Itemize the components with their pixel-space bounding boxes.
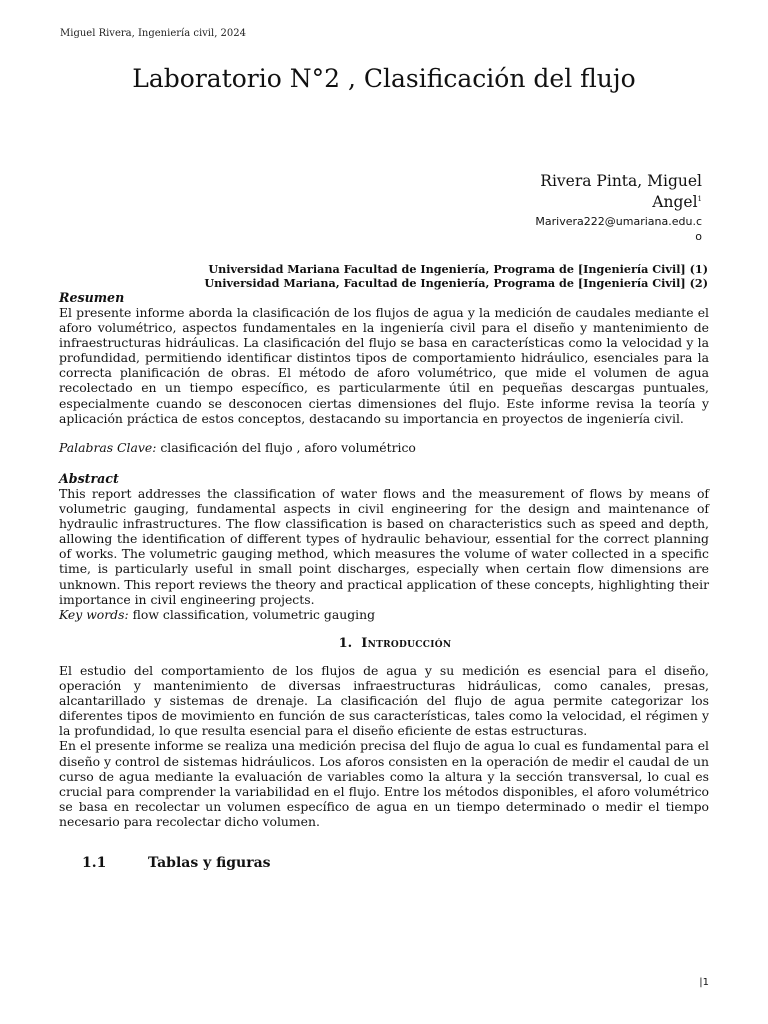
key-words-text: flow classification, volumetric gauging <box>132 606 376 622</box>
palabras-clave-label: Palabras Clave: <box>59 440 157 455</box>
resumen-label: Resumen <box>59 290 125 305</box>
introduccion-body <box>59 663 709 829</box>
palabras-clave <box>59 440 709 455</box>
author-block <box>532 172 702 244</box>
author-email[interactable]: Marivera222@umariana.edu.co <box>535 215 702 244</box>
section-title: Introducción <box>361 636 452 651</box>
section-heading-introduccion <box>0 636 768 651</box>
running-head: Miguel Rivera, Ingeniería civil, 2024 <box>60 28 247 39</box>
intro-paragraph-2: En el presente informe se realiza una medición precisa del flujo de agua lo cual es fundamental para el diseño y control de sistemas hidráulicos. Los aforos consisten en la operación de medir el caudal de un curso de agua mediante la evaluación de variables como la altura y la sección transversal, lo cual es crucial para comprender la variabilidad en el flujo. Entre los métodos disponibles, el aforo volumétrico se basa en recolectar un volumen específico de agua en un tiempo determinado o medir el tiempo necesario para recolectar dicho volumen. <box>59 738 709 829</box>
abstract-section <box>59 471 709 622</box>
affiliation-2: Universidad Mariana, Facultad de Ingeniería, Programa de [Ingeniería Civil] (2) <box>204 276 708 290</box>
subsection-heading <box>82 855 271 871</box>
resumen-text: El presente informe aborda la clasificación de los flujos de agua y la medición de caudales mediante el aforo volumétrico, aspectos fundamentales en la ingeniería civil para el diseño y mantenimiento de infraestructuras hidráulicas. La clasificación del flujo se basa en características como la velocidad y la profundidad, permitiendo identificar distintos tipos de comportamiento hidráulico, esenciales para la correcta planificación de obras. El método de aforo volumétrico, que mide el volumen de agua recolectado en un tiempo específico, es particularmente útil en pequeñas descargas puntuales, especialmente cuando se desconocen ciertas dimensiones del flujo. Este informe revisa la teoría y aplicación práctica de estos conceptos, destacando su importancia en proyectos de ingeniería civil. <box>59 305 709 426</box>
abstract-label: Abstract <box>59 471 119 486</box>
palabras-clave-text: clasificación del flujo , aforo volumétrico <box>160 440 416 455</box>
affiliations <box>108 262 708 290</box>
section-number: 1. <box>338 636 353 651</box>
author-name-text: Rivera Pinta, Miguel Angel <box>540 172 702 212</box>
subsection-number: 1.1 <box>82 855 107 871</box>
author-superscript: 1 <box>697 195 702 203</box>
subsection-title: Tablas y figuras <box>148 855 271 871</box>
page-number: |1 <box>699 977 709 988</box>
intro-paragraph-1: El estudio del comportamiento de los flujos de agua y su medición es esencial para el diseño, operación y mantenimiento de diversas infraestructuras hidráulicas, como canales, presas, alcantarillado y sistemas de drenaje. La clasificación del flujo de agua permite categorizar los diferentes tipos de movimiento en función de sus características, tales como la velocidad, el régimen y la profundidad, lo que resulta esencial para el diseño eficiente de estas estructuras. <box>59 663 709 739</box>
affiliation-1: Universidad Mariana Facultad de Ingeniería, Programa de [Ingeniería Civil] (1) <box>208 262 708 276</box>
key-words-label: Key words: <box>59 606 129 622</box>
author-name <box>532 172 702 211</box>
paper-title: Laboratorio N°2 , Clasificación del flujo <box>132 64 636 93</box>
resumen-section <box>59 290 709 426</box>
abstract-text: This report addresses the classification of water flows and the measurement of flows by means of volumetric gauging, fundamental aspects in civil engineering for the design and maintenance of hydraulic infrastructures. The flow classification is based on characteristics such as speed and depth, allowing the identification of different types of hydraulic behaviour, essential for the correct planning of works. The volumetric gauging method, which measures the volume of water collected in a specific time, is particularly useful in small point discharges, especially when certain flow dimensions are unknown. This report reviews the theory and practical application of these concepts, highlighting their importance in civil engineering projects. <box>59 486 709 607</box>
